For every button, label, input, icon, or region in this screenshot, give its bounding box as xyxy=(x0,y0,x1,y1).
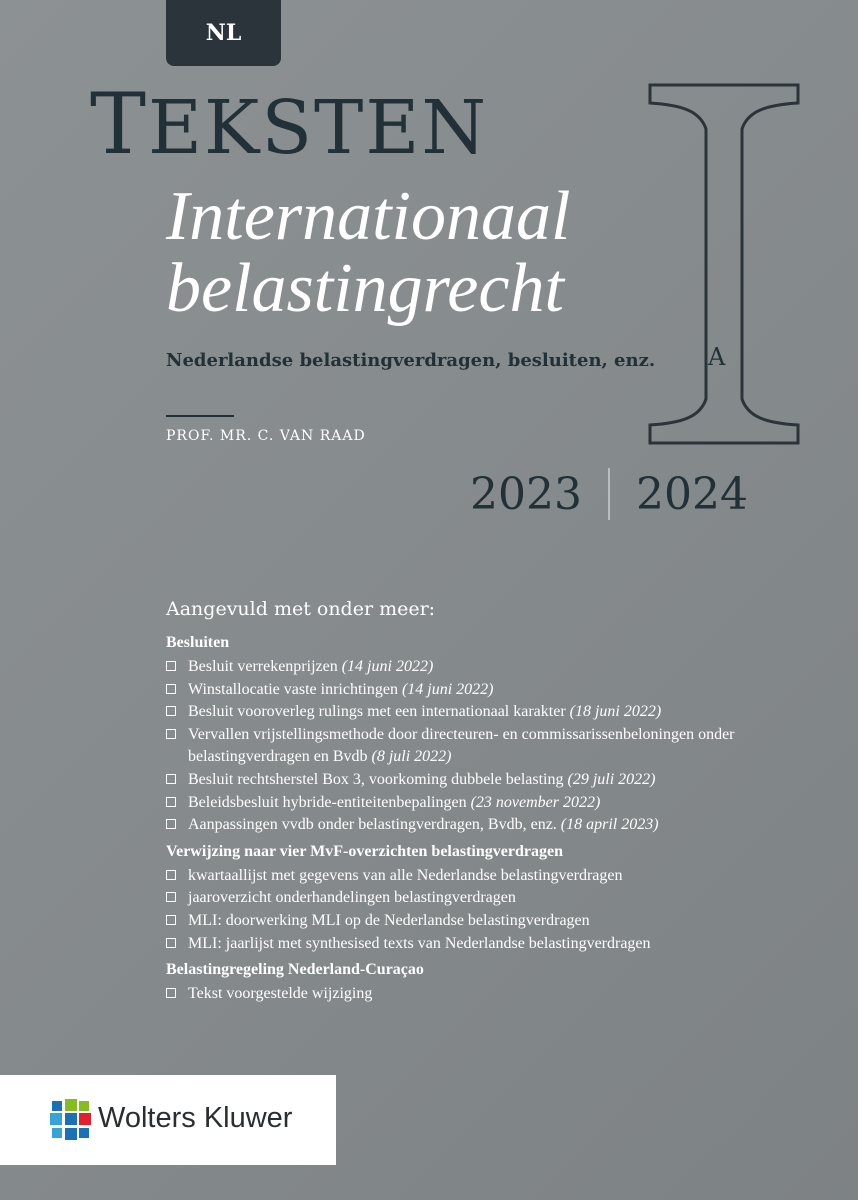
list-item xyxy=(166,983,826,1006)
year-divider xyxy=(608,468,610,520)
tagline: Nederlandse belastingverdragen, besluiten, enz. xyxy=(166,350,656,371)
list-item-date: (29 juli 2022) xyxy=(567,770,656,788)
author-divider xyxy=(166,415,234,417)
list-item xyxy=(166,933,826,956)
list-item-date: (18 juni 2022) xyxy=(569,703,662,721)
list-item-date: (18 april 2023) xyxy=(560,816,659,834)
list-item xyxy=(166,701,826,724)
list-item xyxy=(166,679,826,702)
contents-sections xyxy=(166,634,826,1006)
wolters-kluwer-logo-mark-icon xyxy=(50,1099,92,1141)
contents-heading: Aangevuld met onder meer: xyxy=(166,598,436,620)
book-title-line-1: Internationaal xyxy=(166,178,571,255)
section-heading: Verwijzing naar vier MvF-overzichten belastingverdragen xyxy=(166,842,563,860)
language-tab: NL xyxy=(166,0,281,66)
checkbox-square-icon xyxy=(166,729,176,739)
section-item-list xyxy=(166,983,826,1006)
list-item-text: Vervallen vrijstellingsmethode door directeuren- en commissarissenbeloningen onder belastingverdragen en Bvdb xyxy=(188,725,735,766)
list-item xyxy=(166,792,826,815)
section-item-list xyxy=(166,656,826,837)
list-item-text: Winstallocatie vaste inrichtingen xyxy=(188,680,402,698)
publisher-name: Wolters Kluwer xyxy=(98,1102,293,1134)
list-item xyxy=(166,887,826,910)
volume-roman-numeral-graphic xyxy=(648,83,800,445)
list-item-date: (23 november 2022) xyxy=(470,793,601,811)
list-item xyxy=(166,724,826,769)
list-item-text: jaaroverzicht onderhandelingen belastingverdragen xyxy=(188,889,516,907)
book-title-line-2: belastingrecht xyxy=(166,250,564,327)
year-end: 2024 xyxy=(635,468,748,520)
list-item xyxy=(166,865,826,888)
checkbox-square-icon xyxy=(166,892,176,902)
list-item-text: Besluit rechtsherstel Box 3, voorkoming dubbele belasting xyxy=(188,770,568,788)
list-item-text: kwartaallijst met gegevens van alle Nederlandse belastingverdragen xyxy=(188,866,623,884)
series-title xyxy=(90,75,489,173)
list-item-date: (14 juni 2022) xyxy=(341,658,434,675)
volume-letter: A xyxy=(708,343,726,371)
list-item-text: Beleidsbesluit hybride-entiteitenbepalingen xyxy=(188,793,471,811)
list-item-text: Besluit verrekenprijzen xyxy=(188,658,342,675)
list-item-text: MLI: jaarlijst met synthesised texts van Nederlandse belastingverdragen xyxy=(188,934,651,952)
list-item xyxy=(166,769,826,792)
checkbox-square-icon xyxy=(166,706,176,716)
checkbox-square-icon xyxy=(166,819,176,829)
list-item-text: Tekst voorgestelde wijziging xyxy=(188,985,373,1003)
series-title-rest: EKSTEN xyxy=(148,85,489,171)
list-item-date: (8 juli 2022) xyxy=(371,748,452,766)
list-item-text: Aanpassingen vvdb onder belastingverdragen, Bvdb, enz. xyxy=(188,816,561,834)
section-heading: Belastingregeling Nederland-Curaçao xyxy=(166,961,424,979)
list-item-date: (14 juni 2022) xyxy=(401,680,494,698)
list-item-text: MLI: doorwerking MLI op de Nederlandse belastingverdragen xyxy=(188,911,590,929)
list-item xyxy=(166,814,826,837)
section-heading: Besluiten xyxy=(166,634,230,651)
author-name: PROF. MR. C. VAN RAAD xyxy=(166,428,366,444)
year-start: 2023 xyxy=(470,468,582,520)
checkbox-square-icon xyxy=(166,938,176,948)
checkbox-square-icon xyxy=(166,684,176,694)
checkbox-square-icon xyxy=(166,797,176,807)
checkbox-square-icon xyxy=(166,988,176,998)
checkbox-square-icon xyxy=(166,915,176,925)
list-item xyxy=(166,656,826,679)
checkbox-square-icon xyxy=(166,661,176,671)
series-title-initial: T xyxy=(90,75,149,173)
checkbox-square-icon xyxy=(166,870,176,880)
list-item xyxy=(166,910,826,933)
contents-block xyxy=(166,598,826,1012)
checkbox-square-icon xyxy=(166,774,176,784)
section-item-list xyxy=(166,865,826,955)
list-item-text: Besluit vooroverleg rulings met een internationaal karakter xyxy=(188,703,570,721)
edition-years xyxy=(470,468,748,520)
